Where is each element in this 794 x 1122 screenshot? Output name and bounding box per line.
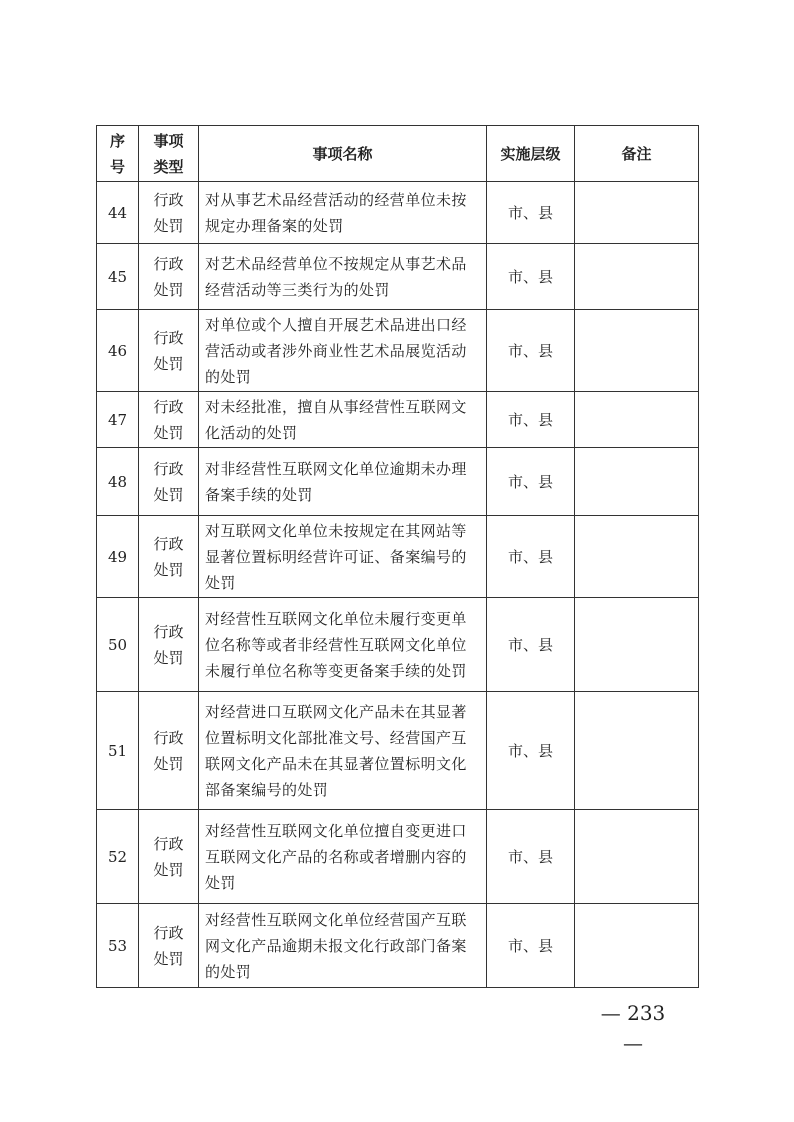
row-name: 对经营性互联网文化单位经营国产互联 网文化产品逾期未报文化行政部门备案 的处罚 [199,904,487,988]
header-type: 事项 类型 [139,126,199,182]
header-level: 实施层级 [487,126,575,182]
row-type: 行政 处罚 [139,244,199,310]
row-no: 46 [97,310,139,392]
row-type: 行政 处罚 [139,310,199,392]
row-type: 行政 处罚 [139,448,199,516]
row-no: 49 [97,516,139,598]
row-name: 对未经批准，擅自从事经营性互联网文 化活动的处罚 [199,392,487,448]
header-row [97,126,699,182]
row-note [575,810,699,904]
row-no: 44 [97,182,139,244]
row-level: 市、县 [487,598,575,692]
row-level: 市、县 [487,392,575,448]
row-type: 行政 处罚 [139,692,199,810]
table-row [97,244,699,310]
row-no: 53 [97,904,139,988]
row-note [575,448,699,516]
row-no: 52 [97,810,139,904]
row-note [575,598,699,692]
table-row [97,448,699,516]
row-note [575,310,699,392]
row-level: 市、县 [487,810,575,904]
row-level: 市、县 [487,692,575,810]
row-type: 行政 处罚 [139,392,199,448]
row-name: 对经营进口互联网文化产品未在其显著 位置标明文化部批准文号、经营国产互 联网文化产品未在其显著位置标明文化 部备案编号的处罚 [199,692,487,810]
row-no: 50 [97,598,139,692]
row-type: 行政 处罚 [139,904,199,988]
row-name: 对艺术品经营单位不按规定从事艺术品 经营活动等三类行为的处罚 [199,244,487,310]
row-name: 对经营性互联网文化单位擅自变更进口 互联网文化产品的名称或者增删内容的 处罚 [199,810,487,904]
row-name: 对从事艺术品经营活动的经营单位未按 规定办理备案的处罚 [199,182,487,244]
table-row [97,182,699,244]
row-no: 51 [97,692,139,810]
row-type: 行政 处罚 [139,516,199,598]
row-level: 市、县 [487,904,575,988]
table-row [97,392,699,448]
row-name: 对非经营性互联网文化单位逾期未办理 备案手续的处罚 [199,448,487,516]
page-number: — 233 — [600,1001,666,1055]
items-table [96,125,699,988]
row-note [575,182,699,244]
header-name: 事项名称 [199,126,487,182]
row-note [575,516,699,598]
row-level: 市、县 [487,448,575,516]
row-type: 行政 处罚 [139,182,199,244]
row-name: 对经营性互联网文化单位未履行变更单 位名称等或者非经营性互联网文化单位 未履行单位名称等变更备案手续的处罚 [199,598,487,692]
header-note: 备注 [575,126,699,182]
row-name: 对互联网文化单位未按规定在其网站等 显著位置标明经营许可证、备案编号的 处罚 [199,516,487,598]
row-level: 市、县 [487,244,575,310]
row-level: 市、县 [487,182,575,244]
row-note [575,904,699,988]
row-note [575,244,699,310]
table-row [97,598,699,692]
row-level: 市、县 [487,516,575,598]
table-row [97,810,699,904]
header-no: 序 号 [97,126,139,182]
row-type: 行政 处罚 [139,810,199,904]
row-level: 市、县 [487,310,575,392]
row-no: 45 [97,244,139,310]
row-no: 48 [97,448,139,516]
table-row [97,692,699,810]
row-type: 行政 处罚 [139,598,199,692]
row-name: 对单位或个人擅自开展艺术品进出口经 营活动或者涉外商业性艺术品展览活动 的处罚 [199,310,487,392]
row-note [575,692,699,810]
table-row [97,310,699,392]
table-row [97,516,699,598]
table-row [97,904,699,988]
row-note [575,392,699,448]
row-no: 47 [97,392,139,448]
